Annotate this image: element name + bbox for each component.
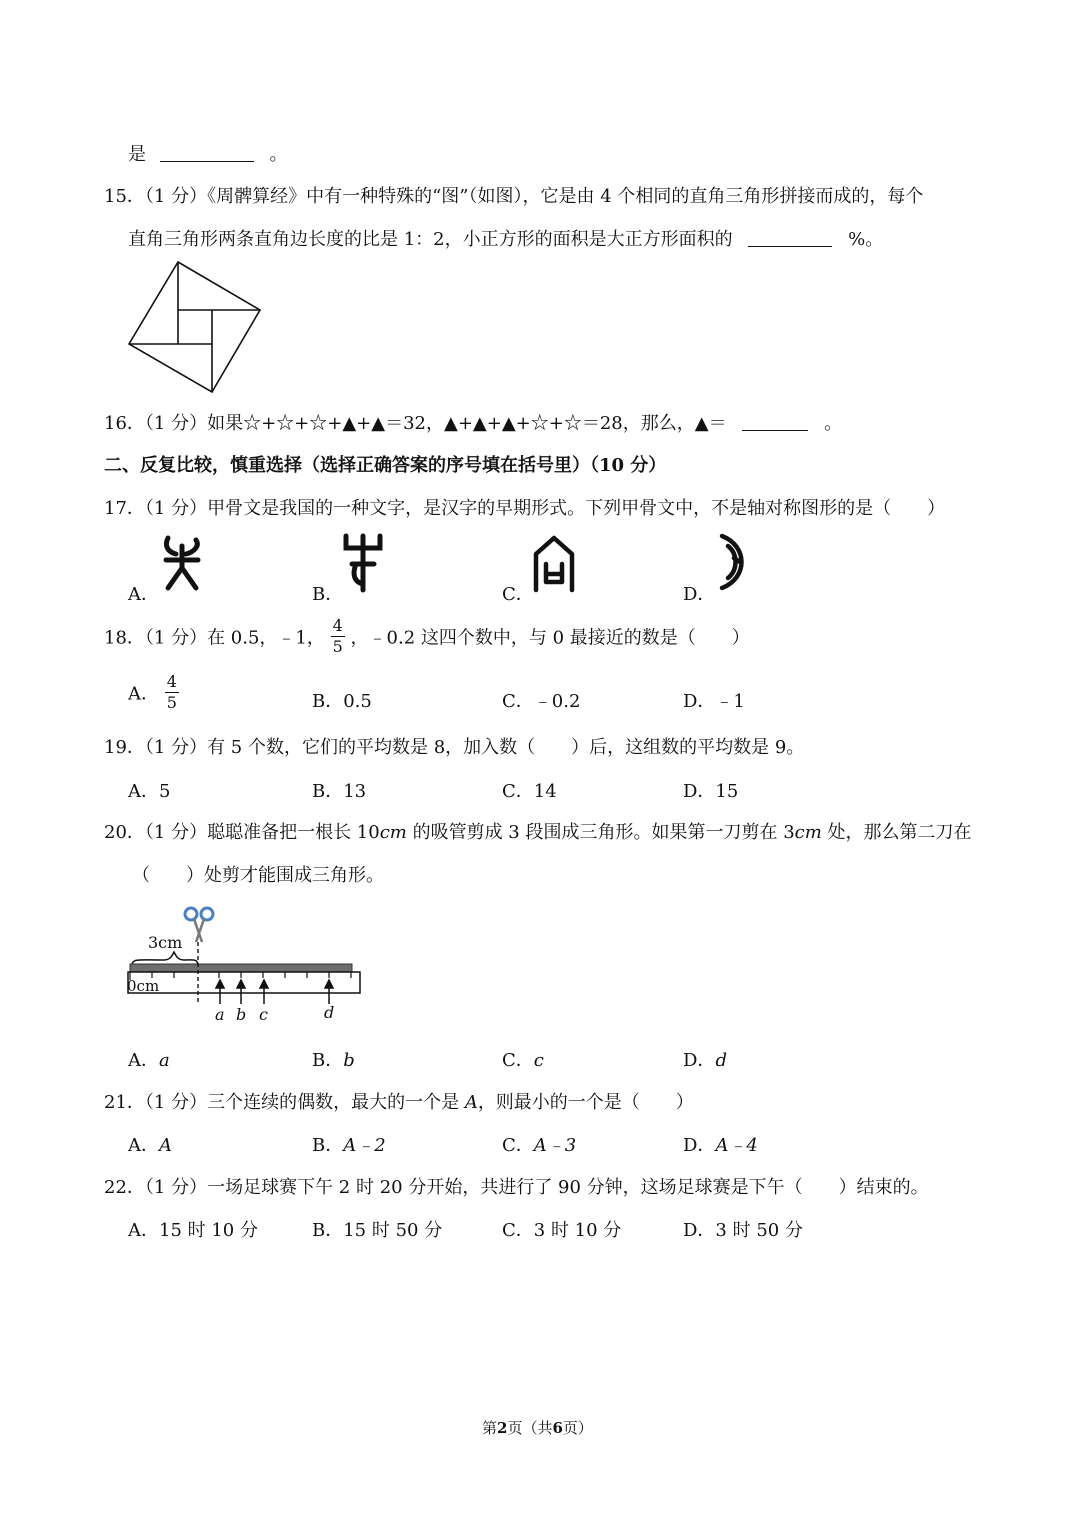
fraction-four-fifths: $\frac{4}{5}$ bbox=[332, 616, 343, 656]
point-d: d bbox=[324, 1003, 335, 1022]
q18-option-c[interactable]: C．﹣0.2 bbox=[502, 691, 581, 712]
zhoubi-figure bbox=[126, 260, 266, 400]
label-0cm: 0cm bbox=[127, 977, 160, 995]
q22-option-b[interactable]: B．15 时 50 分 bbox=[312, 1220, 443, 1241]
q20-line2: （ ）处剪才能围成三角形。 bbox=[132, 865, 384, 886]
q19-option-a[interactable]: A．5 bbox=[128, 781, 171, 802]
fraction-four-fifths: $\frac{4}{5}$ bbox=[166, 672, 177, 712]
answer-blank[interactable] bbox=[160, 143, 254, 162]
q21-option-a[interactable]: A．A bbox=[128, 1135, 172, 1156]
q16: 16．（1 分）如果☆+☆+☆+▲+▲＝32，▲+▲+▲+☆+☆＝28，那么，▲＝ 。 bbox=[104, 413, 843, 434]
q22-option-a[interactable]: A．15 时 10 分 bbox=[128, 1220, 258, 1241]
scissors-icon bbox=[185, 908, 213, 942]
q22-stem: 22．（1 分）一场足球赛下午 2 时 20 分开始，共进行了 90 分钟，这场足球赛是下午（ ）结束的。 bbox=[104, 1177, 929, 1198]
q21-option-c[interactable]: C．A﹣3 bbox=[502, 1135, 577, 1156]
oracle-glyph-a-icon bbox=[160, 532, 204, 592]
q21-option-b[interactable]: B．A﹣2 bbox=[312, 1135, 386, 1156]
q18-stem: 18．（1 分）在 0.5，﹣1， $\frac{4}{5}$ ，﹣0.2 这四个数中，与 0 最接近的数是（ ） bbox=[104, 616, 750, 656]
ruler bbox=[128, 972, 360, 993]
q17-option-a[interactable]: A． bbox=[128, 584, 159, 605]
section-2-title: 二、反复比较，慎重选择（选择正确答案的序号填在括号里）（10 分） bbox=[104, 455, 667, 476]
straw-ruler-figure bbox=[124, 900, 374, 1028]
q15-line2: 直角三角形两条直角边长度的比是 1：2，小正方形的面积是大正方形面积的 %。 bbox=[128, 229, 884, 250]
q19-stem: 19．（1 分）有 5 个数，它们的平均数是 8，加入数（ ）后，这组数的平均数是 9。 bbox=[104, 737, 805, 758]
oracle-glyph-c-icon bbox=[532, 534, 576, 592]
q19-option-b[interactable]: B．13 bbox=[312, 781, 367, 802]
point-a: a bbox=[215, 1005, 225, 1024]
q18-option-b[interactable]: B．0.5 bbox=[312, 691, 372, 712]
q17-option-c[interactable]: C． bbox=[502, 584, 534, 605]
q20-option-a[interactable]: A．a bbox=[128, 1050, 170, 1071]
oracle-glyph-d-icon bbox=[714, 532, 750, 592]
q18-option-a[interactable]: A． $\frac{4}{5}$ bbox=[128, 672, 177, 712]
point-b: b bbox=[236, 1005, 247, 1024]
answer-blank[interactable] bbox=[742, 412, 808, 431]
straw bbox=[130, 964, 352, 972]
oracle-glyph-b-icon bbox=[340, 530, 386, 594]
q21-option-d[interactable]: D．A﹣4 bbox=[683, 1135, 758, 1156]
point-c: c bbox=[259, 1005, 268, 1024]
q20-option-d[interactable]: D．d bbox=[683, 1050, 727, 1071]
q18-option-d[interactable]: D．﹣1 bbox=[683, 691, 745, 712]
q20-option-c[interactable]: C．c bbox=[502, 1050, 544, 1071]
page-footer: 第2页（共6页） bbox=[482, 1419, 593, 1437]
label-3cm: 3cm bbox=[148, 933, 183, 952]
q22-option-d[interactable]: D．3 时 50 分 bbox=[683, 1220, 803, 1241]
q15-line1: 15．（1 分）《周髀算经》中有一种特殊的“图”（如图），它是由 4 个相同的直角三角形拼接而成的，每个 bbox=[104, 186, 924, 207]
q20-option-b[interactable]: B．b bbox=[312, 1050, 355, 1071]
q22-option-c[interactable]: C．3 时 10 分 bbox=[502, 1220, 622, 1241]
q19-option-d[interactable]: D．15 bbox=[683, 781, 739, 802]
q19-option-c[interactable]: C．14 bbox=[502, 781, 557, 802]
answer-blank[interactable] bbox=[748, 228, 832, 247]
q17-stem: 17．（1 分）甲骨文是我国的一种文字，是汉字的早期形式。下列甲骨文中，不是轴对称图形的是（ ） bbox=[104, 498, 946, 519]
q20-line1: 20．（1 分）聪聪准备把一根长 10cm 的吸管剪成 3 段围成三角形。如果第一刀剪在 3cm 处，那么第二刀在 bbox=[104, 822, 972, 843]
q17-option-d[interactable]: D． bbox=[683, 584, 716, 605]
q21-stem: 21．（1 分）三个连续的偶数，最大的一个是 A，则最小的一个是（ ） bbox=[104, 1092, 694, 1113]
q17-option-b[interactable]: B． bbox=[312, 584, 344, 605]
q14-tail: 是 。 bbox=[128, 144, 288, 165]
